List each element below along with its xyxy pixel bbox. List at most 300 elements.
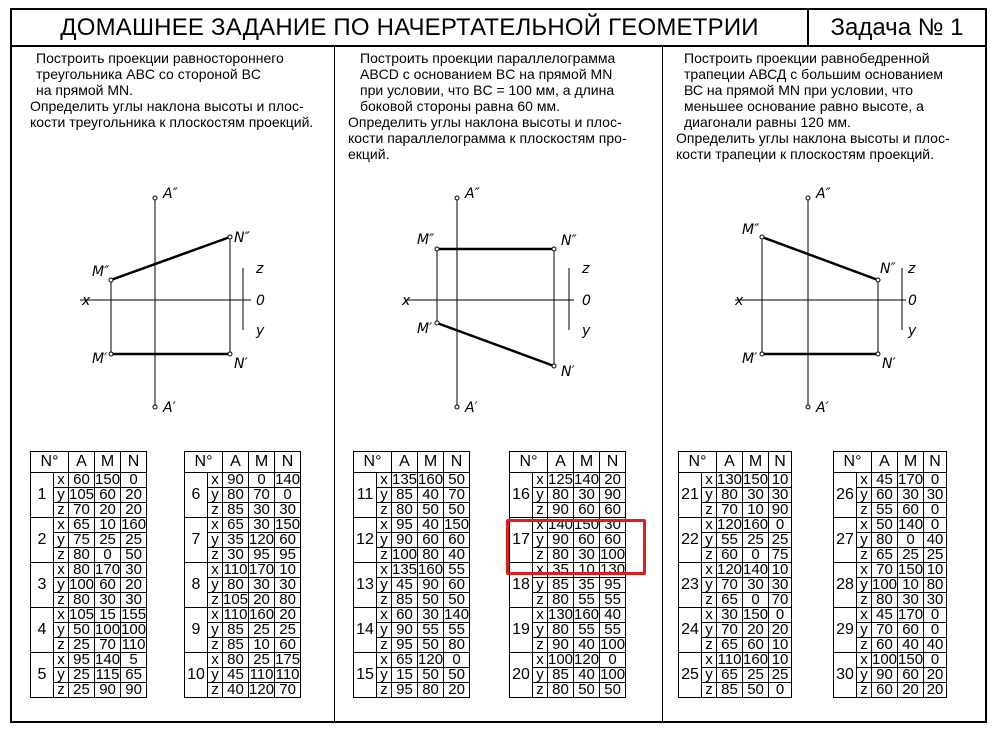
axis-label: z bbox=[857, 503, 872, 518]
coordinate-value: 85 bbox=[548, 668, 574, 683]
coordinate-value: 25 bbox=[769, 668, 792, 683]
coordinate-value: 60 bbox=[444, 533, 470, 548]
table-header-cell: N bbox=[769, 452, 792, 473]
coordinate-value: 80 bbox=[223, 578, 249, 593]
coordinate-value: 20 bbox=[924, 683, 947, 698]
coordinate-value: 140 bbox=[275, 471, 301, 488]
label-origin: 0 bbox=[256, 293, 265, 309]
coordinate-value: 150 bbox=[275, 516, 301, 533]
coordinate-value: 140 bbox=[743, 561, 769, 578]
coordinate-value: 40 bbox=[574, 638, 600, 653]
coordinate-value: 120 bbox=[717, 561, 743, 578]
coordinate-value: 120 bbox=[249, 531, 275, 548]
coordinate-value: 90 bbox=[600, 488, 626, 503]
variant-number: 4 bbox=[31, 608, 54, 653]
axis-label: x bbox=[533, 518, 548, 533]
label-a1: A′ bbox=[465, 400, 478, 416]
coordinate-value: 30 bbox=[275, 503, 301, 518]
axis-label: x bbox=[533, 608, 548, 623]
coordinate-value: 20 bbox=[924, 668, 947, 683]
axis-label: x bbox=[377, 473, 392, 488]
variant-number: 21 bbox=[679, 473, 702, 518]
coordinate-value: 45 bbox=[392, 578, 418, 593]
table-header-cell: N bbox=[275, 452, 301, 473]
axis-label: y bbox=[857, 578, 872, 593]
coordinate-value: 70 bbox=[872, 563, 898, 578]
label-n2: N″ bbox=[880, 261, 896, 277]
drawing-trapezoid bbox=[735, 196, 906, 409]
coordinate-value: 65 bbox=[223, 518, 249, 533]
axis-label: z bbox=[702, 503, 717, 518]
task-line: боковой стороны равна 60 мм. bbox=[360, 98, 560, 114]
task-line: кости параллелограмма к плоскостям про- bbox=[348, 130, 627, 146]
coordinate-value: 60 bbox=[444, 578, 470, 593]
axis-label: z bbox=[702, 548, 717, 563]
axis-label: x bbox=[857, 563, 872, 578]
axis-label: z bbox=[54, 548, 69, 563]
variant-number: 14 bbox=[354, 608, 377, 653]
coordinate-value: 150 bbox=[743, 606, 769, 623]
variant-number: 20 bbox=[510, 653, 533, 698]
coordinate-value: 0 bbox=[249, 473, 275, 488]
coordinate-value: 60 bbox=[600, 533, 626, 548]
axis-label: y bbox=[54, 623, 69, 638]
coordinate-value: 50 bbox=[444, 473, 470, 488]
label-m2: M″ bbox=[92, 264, 110, 280]
coordinate-value: 95 bbox=[69, 653, 95, 668]
coordinate-value: 140 bbox=[444, 606, 470, 623]
label-z: z bbox=[256, 261, 264, 277]
page-title: ДОМАШНЕЕ ЗАДАНИЕ ПО НАЧЕРТАТЕЛЬНОЙ ГЕОМЕТРИИ bbox=[12, 10, 809, 45]
coordinate-value: 0 bbox=[924, 608, 947, 623]
variant-number: 1 bbox=[31, 473, 54, 518]
task-line: при условии, что BC = 100 мм, а длина bbox=[360, 82, 615, 98]
coordinate-value: 40 bbox=[444, 548, 470, 563]
coordinate-value: 45 bbox=[223, 668, 249, 683]
coordinate-value: 75 bbox=[769, 548, 792, 563]
axis-label: z bbox=[377, 593, 392, 608]
label-a1: A′ bbox=[816, 400, 829, 416]
task-line: екций. bbox=[348, 146, 390, 162]
coordinate-value: 25 bbox=[924, 548, 947, 563]
coordinate-value: 30 bbox=[95, 593, 121, 608]
axis-label: z bbox=[377, 503, 392, 518]
table-header-cell: N° bbox=[679, 452, 717, 473]
axis-label: y bbox=[377, 578, 392, 593]
coordinate-value: 140 bbox=[574, 471, 600, 488]
coordinate-value: 30 bbox=[249, 578, 275, 593]
coordinate-value: 0 bbox=[924, 623, 947, 638]
variant-number: 28 bbox=[834, 563, 857, 608]
coordinate-value: 65 bbox=[121, 668, 147, 683]
axis-label: x bbox=[54, 563, 69, 578]
label-a1: A′ bbox=[163, 400, 176, 416]
coordinate-value: 20 bbox=[898, 683, 924, 698]
task-line: Определить углы наклона высоты и плос- bbox=[348, 114, 622, 130]
coordinate-value: 80 bbox=[548, 683, 574, 698]
axis-label: z bbox=[857, 683, 872, 698]
coordinate-value: 130 bbox=[600, 561, 626, 578]
coordinate-value: 120 bbox=[574, 651, 600, 668]
coordinate-value: 95 bbox=[392, 518, 418, 533]
coordinate-value: 45 bbox=[872, 608, 898, 623]
label-y: y bbox=[256, 323, 265, 339]
coordinate-value: 55 bbox=[444, 623, 470, 638]
coordinate-value: 60 bbox=[717, 548, 743, 563]
coordinate-value: 15 bbox=[392, 668, 418, 683]
table-header-cell: M bbox=[898, 452, 924, 473]
coordinate-value: 0 bbox=[743, 548, 769, 563]
coordinate-value: 80 bbox=[69, 563, 95, 578]
coordinate-value: 110 bbox=[275, 666, 300, 683]
coordinate-value: 55 bbox=[872, 503, 898, 518]
coordinate-value: 65 bbox=[392, 653, 418, 668]
coordinate-value: 80 bbox=[275, 593, 301, 608]
coordinate-value: 35 bbox=[548, 563, 574, 578]
coordinate-value: 30 bbox=[743, 578, 769, 593]
coordinate-value: 140 bbox=[95, 651, 121, 668]
axis-label: x bbox=[377, 518, 392, 533]
axis-label: y bbox=[702, 533, 717, 548]
variant-table-1 bbox=[30, 451, 147, 698]
coordinate-value: 20 bbox=[95, 503, 121, 518]
coordinate-value: 50 bbox=[872, 518, 898, 533]
axis-label: z bbox=[857, 593, 872, 608]
coordinate-value: 55 bbox=[418, 623, 444, 638]
axis-label: y bbox=[54, 668, 69, 683]
label-m1: M′ bbox=[92, 351, 108, 367]
coordinate-value: 170 bbox=[898, 471, 924, 488]
coordinate-value: 45 bbox=[872, 473, 898, 488]
coordinate-value: 80 bbox=[872, 593, 898, 608]
coordinate-value: 0 bbox=[769, 518, 792, 533]
axis-label: y bbox=[857, 488, 872, 503]
coordinate-value: 30 bbox=[121, 593, 147, 608]
label-x: x bbox=[735, 293, 744, 309]
task-number: Задача № 1 bbox=[830, 14, 964, 41]
axis-label: z bbox=[533, 548, 548, 563]
table-header-cell: A bbox=[872, 452, 898, 473]
coordinate-value: 160 bbox=[418, 561, 444, 578]
coordinate-value: 30 bbox=[769, 578, 792, 593]
coordinate-value: 70 bbox=[769, 593, 792, 608]
table-header-cell: M bbox=[743, 452, 769, 473]
coordinate-value: 105 bbox=[69, 606, 95, 623]
label-origin: 0 bbox=[908, 293, 917, 309]
coordinate-value: 85 bbox=[392, 488, 418, 503]
coordinate-value: 20 bbox=[444, 683, 470, 698]
coordinate-value: 25 bbox=[769, 533, 792, 548]
coordinate-value: 30 bbox=[249, 503, 275, 518]
axis-label: z bbox=[702, 593, 717, 608]
label-m1: M′ bbox=[417, 321, 433, 337]
coordinate-value: 160 bbox=[743, 651, 769, 668]
variant-number: 12 bbox=[354, 518, 377, 563]
coordinate-value: 10 bbox=[769, 653, 792, 668]
coordinate-value: 170 bbox=[249, 561, 275, 578]
axis-label: x bbox=[54, 653, 69, 668]
coordinate-value: 100 bbox=[392, 546, 418, 563]
task-line: на прямой MN. bbox=[36, 82, 133, 98]
label-y: y bbox=[908, 323, 917, 339]
coordinate-value: 30 bbox=[924, 593, 947, 608]
coordinate-value: 50 bbox=[69, 623, 95, 638]
axis-label: y bbox=[533, 668, 548, 683]
variant-number: 25 bbox=[679, 653, 702, 698]
axis-label: z bbox=[54, 683, 69, 698]
coordinate-value: 85 bbox=[548, 578, 574, 593]
variant-number: 6 bbox=[185, 473, 208, 518]
coordinate-value: 60 bbox=[392, 608, 418, 623]
axis-label: y bbox=[208, 578, 223, 593]
coordinate-value: 115 bbox=[95, 666, 120, 683]
label-a2: A″ bbox=[163, 186, 178, 202]
coordinate-value: 10 bbox=[769, 563, 792, 578]
axis-label: y bbox=[208, 488, 223, 503]
coordinate-value: 120 bbox=[717, 516, 743, 533]
coordinate-value: 70 bbox=[717, 623, 743, 638]
variant-number: 26 bbox=[834, 473, 857, 518]
coordinate-value: 95 bbox=[275, 548, 301, 563]
table-header-cell: N° bbox=[510, 452, 548, 473]
axis-label: z bbox=[208, 503, 223, 518]
coordinate-value: 65 bbox=[872, 548, 898, 563]
drawing-parallelogram bbox=[405, 196, 574, 409]
label-x: x bbox=[402, 293, 411, 309]
coordinate-value: 90 bbox=[392, 623, 418, 638]
axis-label: y bbox=[208, 623, 223, 638]
coordinate-value: 80 bbox=[548, 488, 574, 503]
axis-label: x bbox=[857, 473, 872, 488]
coordinate-value: 85 bbox=[717, 683, 743, 698]
variant-number: 17 bbox=[510, 518, 533, 563]
coordinate-value: 55 bbox=[717, 533, 743, 548]
axis-label: y bbox=[377, 533, 392, 548]
task-line: диагонали равны 120 мм. bbox=[684, 114, 851, 130]
coordinate-value: 25 bbox=[275, 623, 301, 638]
coordinate-value: 50 bbox=[418, 593, 444, 608]
coordinate-value: 170 bbox=[95, 561, 121, 578]
coordinate-value: 120 bbox=[418, 651, 444, 668]
coordinate-value: 0 bbox=[600, 653, 626, 668]
table-header-cell: N bbox=[600, 452, 626, 473]
table-header-cell: M bbox=[574, 452, 600, 473]
coordinate-value: 35 bbox=[574, 578, 600, 593]
axis-label: y bbox=[54, 578, 69, 593]
label-a2: A″ bbox=[816, 186, 831, 202]
coordinate-value: 60 bbox=[743, 638, 769, 653]
coordinate-value: 0 bbox=[924, 653, 947, 668]
task-line: Определить углы наклона высоты и плос- bbox=[676, 130, 950, 146]
highlight-variant-17 bbox=[506, 516, 646, 575]
table-header-cell: M bbox=[418, 452, 444, 473]
coordinate-value: 60 bbox=[898, 668, 924, 683]
axis-label: z bbox=[377, 548, 392, 563]
coordinate-value: 70 bbox=[69, 503, 95, 518]
coordinate-value: 50 bbox=[121, 548, 147, 563]
task-line: кости треугольника к плоскостям проекций. bbox=[30, 114, 314, 130]
variant-number: 30 bbox=[834, 653, 857, 698]
coordinate-value: 20 bbox=[743, 623, 769, 638]
coordinate-value: 60 bbox=[872, 488, 898, 503]
axis-label: x bbox=[54, 518, 69, 533]
coordinate-value: 135 bbox=[392, 471, 418, 488]
axis-label: y bbox=[533, 488, 548, 503]
coordinate-value: 65 bbox=[717, 668, 743, 683]
coordinate-value: 70 bbox=[717, 578, 743, 593]
axis-label: x bbox=[533, 563, 548, 578]
coordinate-value: 80 bbox=[548, 593, 574, 608]
coordinate-value: 55 bbox=[600, 593, 626, 608]
coordinate-value: 75 bbox=[69, 533, 95, 548]
coordinate-value: 25 bbox=[249, 623, 275, 638]
table-header-cell: A bbox=[69, 452, 95, 473]
coordinate-value: 80 bbox=[548, 548, 574, 563]
coordinate-value: 70 bbox=[444, 488, 470, 503]
axis-label: y bbox=[702, 578, 717, 593]
coordinate-value: 55 bbox=[574, 623, 600, 638]
axis-label: y bbox=[377, 623, 392, 638]
coordinate-value: 150 bbox=[444, 516, 470, 533]
coordinate-value: 0 bbox=[743, 593, 769, 608]
axis-label: y bbox=[857, 533, 872, 548]
coordinate-value: 100 bbox=[600, 636, 626, 653]
coordinate-value: 70 bbox=[275, 683, 301, 698]
coordinate-value: 100 bbox=[548, 651, 574, 668]
coordinate-value: 20 bbox=[600, 473, 626, 488]
coordinate-value: 50 bbox=[418, 668, 444, 683]
coordinate-value: 0 bbox=[121, 473, 147, 488]
coordinate-value: 90 bbox=[121, 683, 147, 698]
coordinate-value: 50 bbox=[418, 503, 444, 518]
axis-label: z bbox=[208, 593, 223, 608]
coordinate-value: 40 bbox=[600, 608, 626, 623]
coordinate-value: 125 bbox=[548, 471, 574, 488]
coordinate-value: 150 bbox=[898, 561, 924, 578]
coordinate-value: 0 bbox=[275, 488, 301, 503]
label-n1: N′ bbox=[882, 356, 896, 372]
coordinate-value: 160 bbox=[574, 606, 600, 623]
coordinate-value: 80 bbox=[223, 488, 249, 503]
coordinate-value: 30 bbox=[898, 488, 924, 503]
variant-number: 18 bbox=[510, 563, 533, 608]
coordinate-value: 35 bbox=[223, 533, 249, 548]
label-m1: M′ bbox=[742, 351, 758, 367]
coordinate-value: 20 bbox=[121, 503, 147, 518]
label-z: z bbox=[582, 261, 590, 277]
coordinate-value: 80 bbox=[69, 593, 95, 608]
coordinate-value: 90 bbox=[548, 638, 574, 653]
coordinate-value: 70 bbox=[95, 638, 121, 653]
axis-label: x bbox=[208, 518, 223, 533]
task-line: ABCD с основанием BC на прямой MN bbox=[360, 66, 613, 82]
coordinate-value: 25 bbox=[743, 533, 769, 548]
coordinate-value: 0 bbox=[898, 533, 924, 548]
coordinate-value: 80 bbox=[872, 533, 898, 548]
coordinate-value: 130 bbox=[548, 606, 574, 623]
coordinate-value: 70 bbox=[717, 503, 743, 518]
coordinate-value: 100 bbox=[600, 666, 626, 683]
table-header-cell: N° bbox=[31, 452, 69, 473]
axis-label: x bbox=[208, 653, 223, 668]
coordinate-value: 30 bbox=[223, 548, 249, 563]
coordinate-value: 100 bbox=[600, 546, 626, 563]
coordinate-value: 40 bbox=[924, 533, 947, 548]
coordinate-value: 80 bbox=[223, 653, 249, 668]
axis-label: z bbox=[857, 638, 872, 653]
task-line: Определить углы наклона высоты и плос- bbox=[30, 98, 304, 114]
coordinate-value: 160 bbox=[743, 516, 769, 533]
table-header-cell: N° bbox=[354, 452, 392, 473]
coordinate-value: 135 bbox=[392, 561, 418, 578]
coordinate-value: 55 bbox=[444, 563, 470, 578]
table-header-cell: N bbox=[444, 452, 470, 473]
axis-label: z bbox=[533, 593, 548, 608]
coordinate-value: 10 bbox=[898, 578, 924, 593]
coordinate-value: 105 bbox=[69, 486, 95, 503]
table-header-cell: N bbox=[121, 452, 147, 473]
coordinate-value: 80 bbox=[392, 503, 418, 518]
variant-number: 13 bbox=[354, 563, 377, 608]
variant-table-6 bbox=[833, 451, 947, 698]
coordinate-value: 95 bbox=[249, 548, 275, 563]
axis-label: y bbox=[533, 623, 548, 638]
coordinate-value: 140 bbox=[548, 516, 574, 533]
coordinate-value: 60 bbox=[95, 488, 121, 503]
variant-number: 2 bbox=[31, 518, 54, 563]
label-n2: N″ bbox=[234, 230, 250, 246]
coordinate-value: 140 bbox=[898, 516, 924, 533]
coordinate-value: 30 bbox=[898, 593, 924, 608]
axis-label: x bbox=[857, 608, 872, 623]
coordinate-value: 90 bbox=[769, 503, 792, 518]
variant-number: 24 bbox=[679, 608, 702, 653]
axis-label: z bbox=[208, 548, 223, 563]
coordinate-value: 0 bbox=[924, 518, 947, 533]
coordinate-value: 50 bbox=[444, 593, 470, 608]
task-line: трапеции АВСД с большим основанием bbox=[684, 66, 944, 82]
axis-label: y bbox=[208, 533, 223, 548]
axis-label: y bbox=[208, 668, 223, 683]
coordinate-value: 90 bbox=[418, 578, 444, 593]
task-line: треугольника ABC со стороной BC bbox=[36, 66, 262, 82]
coordinate-value: 90 bbox=[872, 668, 898, 683]
coordinate-value: 60 bbox=[69, 473, 95, 488]
coordinate-value: 80 bbox=[418, 683, 444, 698]
coordinate-value: 60 bbox=[418, 533, 444, 548]
coordinate-value: 40 bbox=[924, 638, 947, 653]
coordinate-value: 10 bbox=[924, 563, 947, 578]
coordinate-value: 50 bbox=[418, 638, 444, 653]
axis-label: y bbox=[702, 488, 717, 503]
coordinate-value: 60 bbox=[574, 533, 600, 548]
coordinate-value: 100 bbox=[95, 621, 121, 638]
variant-number: 3 bbox=[31, 563, 54, 608]
task-line: меньшее основание равно высоте, а bbox=[684, 98, 924, 114]
axis-label: x bbox=[533, 653, 548, 668]
axis-label: x bbox=[533, 473, 548, 488]
coordinate-value: 40 bbox=[418, 518, 444, 533]
coordinate-value: 20 bbox=[121, 488, 147, 503]
variant-table-3 bbox=[353, 451, 470, 698]
variant-number: 11 bbox=[354, 473, 377, 518]
coordinate-value: 60 bbox=[275, 638, 301, 653]
axis-label: z bbox=[702, 638, 717, 653]
axis-label: x bbox=[377, 653, 392, 668]
coordinate-value: 90 bbox=[95, 683, 121, 698]
axis-label: y bbox=[857, 623, 872, 638]
coordinate-value: 55 bbox=[574, 593, 600, 608]
